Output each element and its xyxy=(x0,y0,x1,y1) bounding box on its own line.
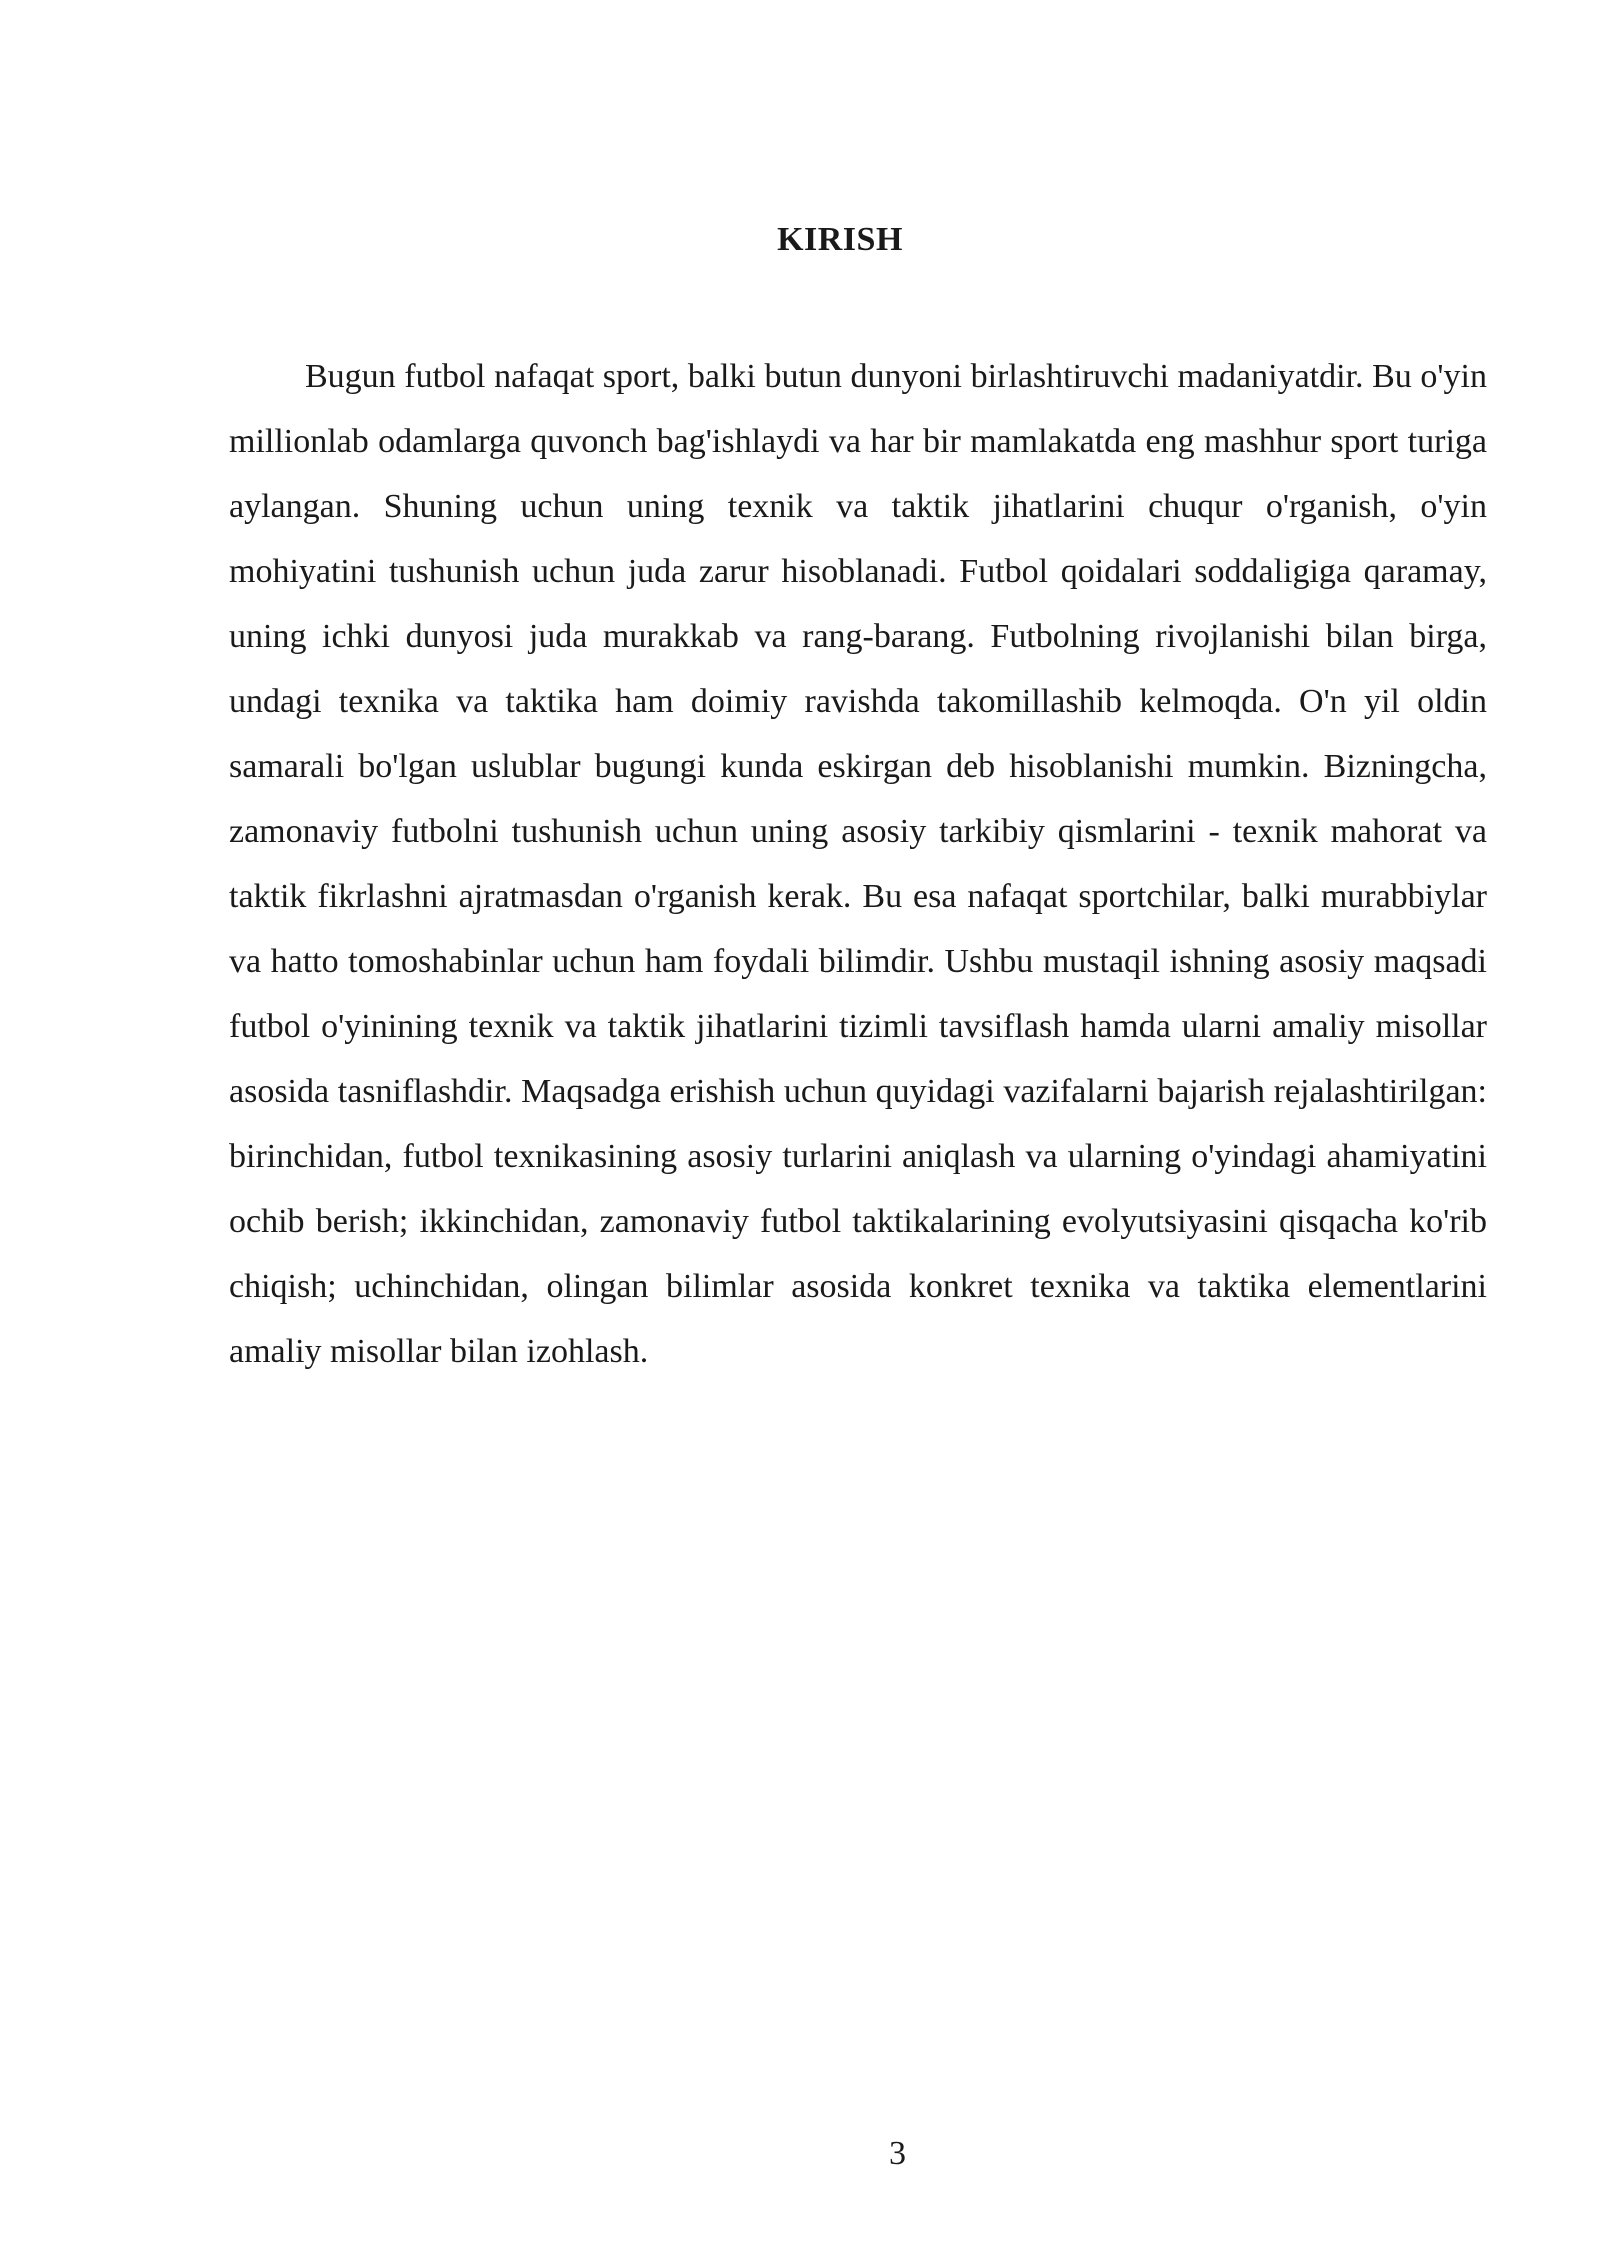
page-number: 3 xyxy=(889,2135,906,2172)
section-heading: KIRISH xyxy=(777,221,903,258)
body-paragraph: Bugun futbol nafaqat sport, balki butun dunyoni birlashtiruvchi madaniyatdir. Bu o'yin millionlab odamlarga quvonch bag'ishlaydi va har bir mamlakatda eng mashhur sport turiga aylangan. Shuning uchun uning texnik va taktik jihatlarini chuqur o'rganish, o'yin mohiyatini tushunish uchun juda zarur hisoblanadi. Futbol qoidalari soddaligiga qaramay, uning ichki dunyosi juda murakkab va rang-barang. Futbolning rivojlanishi bilan birga, undagi texnika va taktika ham doimiy ravishda takomillashib kelmoqda. O'n yil oldin samarali bo'lgan uslublar bugungi kunda eskirgan deb hisoblanishi mumkin. Bizningcha, zamonaviy futbolni tushunish uchun uning asosiy tarkibiy qismlarini - texnik mahorat va taktik fikrlashni ajratmasdan o'rganish kerak. Bu esa nafaqat sportchilar, balki murabbiylar va hatto tomoshabinlar uchun ham foydali bilimdir. Ushbu mustaqil ishning asosiy maqsadi futbol o'yinining texnik va taktik jihatlarini tizimli tavsiflash hamda ularni amaliy misollar asosida tasniflashdir. Maqsadga erishish uchun quyidagi vazifalarni bajarish rejalashtirilgan: birinchidan, futbol texnikasining asosiy turlarini aniqlash va ularning o'yindagi ahamiyatini ochib berish; ikkinchidan, zamonaviy futbol taktikalarining evolyutsiyasini qisqacha ko'rib chiqish; uchinchidan, olingan bilimlar asosida konkret texnika va taktika elementlarini amaliy misollar bilan izohlash. xyxy=(229,358,1487,1370)
